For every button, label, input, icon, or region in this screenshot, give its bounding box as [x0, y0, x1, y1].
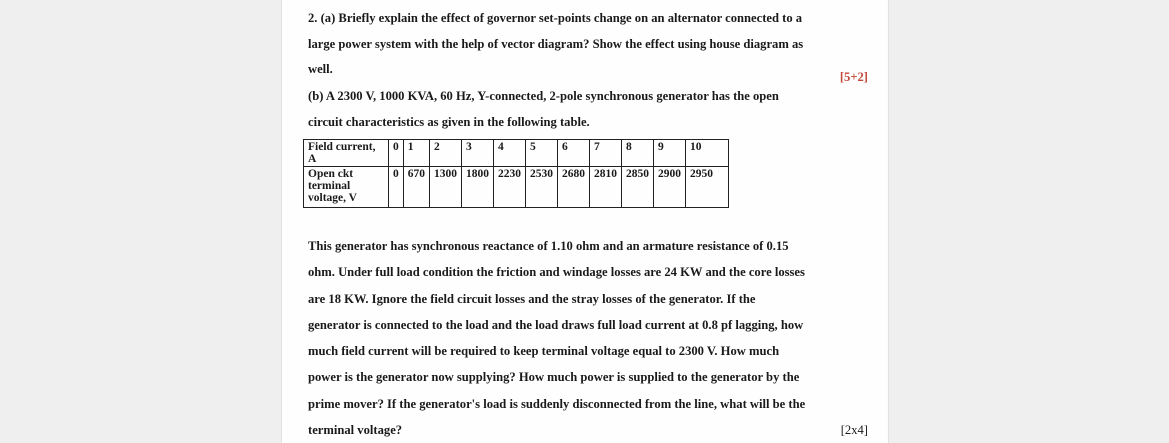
table-cell: 4 — [494, 140, 526, 167]
right-margin-panel — [888, 0, 1169, 443]
part-b-intro-line: (b) A 2300 V, 1000 KVA, 60 Hz, Y-connected, 2-pole synchronous generator has the open — [308, 89, 779, 103]
table-cell: 2680 — [558, 167, 590, 208]
part-b-body-line: are 18 KW. Ignore the field circuit losses and the stray losses of the generator. If the — [308, 291, 756, 306]
table-row — [304, 167, 729, 208]
field-current-header: Field current, A — [304, 140, 389, 167]
part-b-body-line: power is the generator now supplying? How much power is supplied to the generator by the — [308, 370, 800, 385]
table-cell: 5 — [526, 140, 558, 167]
table-cell: 8 — [622, 140, 654, 167]
table-cell: 2230 — [494, 167, 526, 208]
table-cell: 1800 — [462, 167, 494, 208]
table-cell: 0 — [389, 140, 404, 167]
table-cell: 1 — [403, 140, 429, 167]
part-a-line: well. — [308, 62, 333, 76]
table-cell: 2900 — [654, 167, 686, 208]
table-cell: 2 — [430, 140, 462, 167]
table-cell: 6 — [558, 140, 590, 167]
part-b-body-line: ohm. Under full load condition the friction and windage losses are 24 KW and the core losses — [308, 265, 805, 280]
table-cell: 9 — [654, 140, 686, 167]
part-b-last-line — [308, 417, 868, 443]
table-row — [304, 140, 729, 167]
part-b-body — [308, 233, 868, 443]
table-cell: 3 — [462, 140, 494, 167]
table-cell: 10 — [686, 140, 729, 167]
open-circuit-voltage-header: Open ckt terminal voltage, V — [304, 167, 389, 208]
left-margin-panel — [0, 0, 282, 443]
part-a-block — [308, 6, 868, 135]
table-cell: 0 — [389, 167, 404, 208]
document-page — [282, 0, 887, 443]
part-b-body-line: much field current will be required to keep terminal voltage equal to 2300 V. How much — [308, 344, 780, 359]
part-b-marks: [2x4] — [840, 423, 868, 438]
table-cell: 2950 — [686, 167, 729, 208]
table-cell: 2530 — [526, 167, 558, 208]
table-cell: 2850 — [622, 167, 654, 208]
part-a-line: 2. (a) Briefly explain the effect of governor set-points change on an alternator connected to a — [308, 11, 803, 25]
part-a-marks: [5+2] — [839, 69, 868, 84]
table-cell: 670 — [403, 167, 429, 208]
table-cell: 7 — [590, 140, 622, 167]
part-b-body-line: This generator has synchronous reactance of 1.10 ohm and an armature resistance of 0.15 — [308, 239, 789, 253]
part-a-line: large power system with the help of vector diagram? Show the effect using house diagram as — [308, 36, 804, 51]
table-cell: 1300 — [430, 167, 462, 208]
occ-table — [303, 139, 729, 208]
part-b-body-line: prime mover? If the generator's load is suddenly disconnected from the line, what will be the — [308, 396, 806, 411]
table-cell: 2810 — [590, 167, 622, 208]
part-b-intro-line: circuit characteristics as given in the following table. — [308, 114, 590, 129]
part-b-body-line: generator is connected to the load and the load draws full load current at 0.8 pf lagging, how — [308, 317, 804, 332]
part-b-final-text: terminal voltage? — [308, 423, 403, 438]
